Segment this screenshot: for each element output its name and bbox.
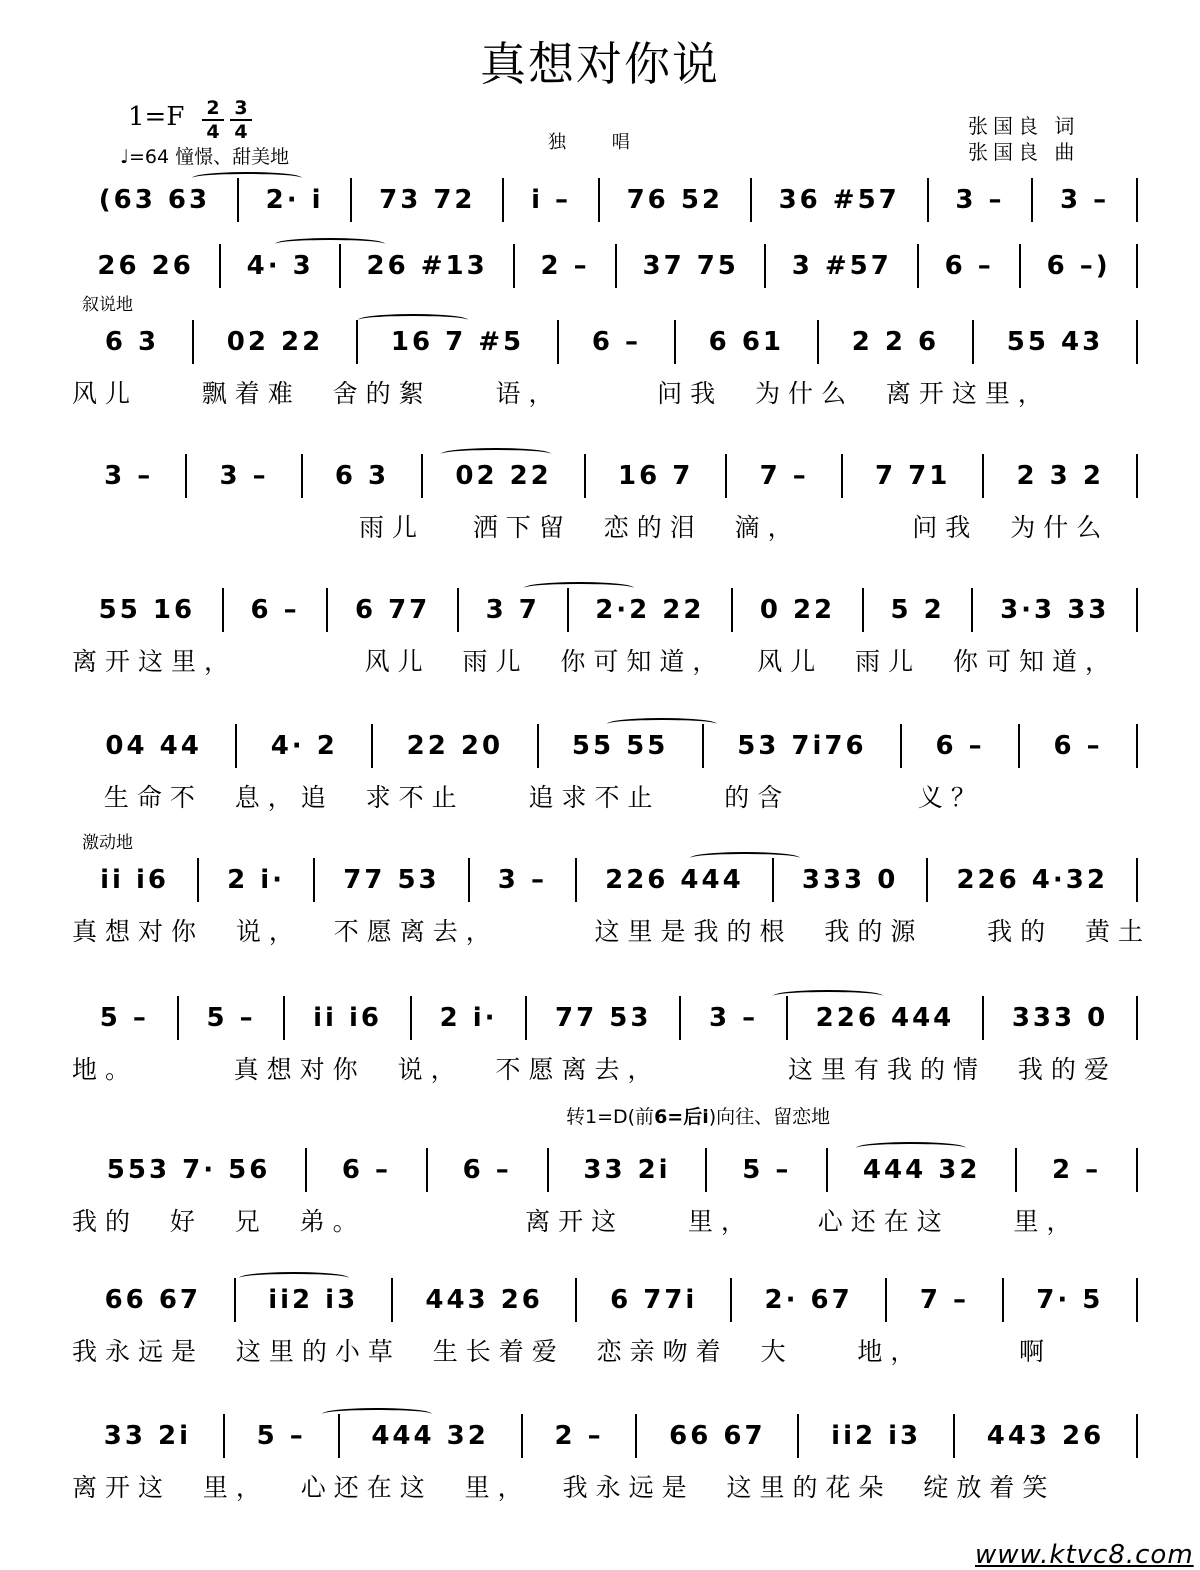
lyric-line: 雨儿 洒下留 恋的泪 滴， 问我 为什么 — [72, 513, 1110, 542]
measure: 6 – — [902, 724, 1020, 768]
measure: 77 53 — [315, 858, 470, 902]
measure: 4· 3 — [221, 244, 341, 288]
measure-strip — [72, 454, 1138, 498]
measure: ii i6 — [285, 996, 411, 1040]
expression-mark: 激动地 — [82, 833, 133, 853]
tempo-marking: ♩=64 憧憬、甜美地 — [120, 146, 290, 168]
time-signature-1 — [200, 98, 226, 142]
measure: 2 3 2 — [984, 454, 1138, 498]
measure: 55 16 — [72, 588, 224, 632]
measure: 444 32 — [340, 1414, 523, 1458]
lyric-line: 离开这里， 风儿 雨儿 你可知道， 风儿 雨儿 你可知道， — [72, 647, 1119, 676]
measure-strip — [72, 858, 1138, 902]
measure: 2·2 22 — [569, 588, 734, 632]
slur — [773, 990, 883, 1002]
measure: 5 – — [707, 1148, 828, 1192]
measure: 77 53 — [527, 996, 681, 1040]
measure: 16 7 #5 — [358, 320, 559, 364]
measure: 36 #57 — [752, 178, 929, 222]
measure: 2 – — [1017, 1148, 1138, 1192]
measure: 33 2i — [549, 1148, 708, 1192]
measure-strip — [72, 1414, 1138, 1458]
measure: 6 3 — [72, 320, 194, 364]
measure: 7 – — [887, 1278, 1003, 1322]
key-signature: 1=F — [128, 102, 185, 132]
measure: 6 77i — [577, 1278, 731, 1322]
slur — [607, 718, 717, 730]
measure: 2 – — [515, 244, 617, 288]
measure: 26 #13 — [341, 244, 515, 288]
measure: 2· 67 — [732, 1278, 887, 1322]
slur — [690, 852, 800, 864]
composer-credit: 张国良 曲 — [968, 140, 1080, 164]
modulation-marking — [566, 1102, 830, 1129]
measure: 6 – — [919, 244, 1021, 288]
measure-strip — [72, 996, 1138, 1040]
slur — [275, 238, 385, 250]
measure: 6 –) — [1021, 244, 1138, 288]
measure-strip — [72, 1278, 1138, 1322]
measure: 2 i· — [412, 996, 527, 1040]
measure: 2 i· — [199, 858, 315, 902]
ts1-top: 2 — [206, 97, 220, 119]
measure: 5 – — [179, 996, 286, 1040]
measure: 2· i — [239, 178, 352, 222]
measure-strip — [72, 178, 1138, 222]
measure: 22 20 — [373, 724, 538, 768]
measure: 66 67 — [637, 1414, 799, 1458]
measure: 333 0 — [774, 858, 929, 902]
measure-strip — [72, 588, 1138, 632]
measure: 6 – — [1020, 724, 1138, 768]
measure: 333 0 — [984, 996, 1138, 1040]
lyric-line: 地。 真想对你 说， 不愿离去， 这里有我的情 我的爱 — [72, 1055, 1117, 1084]
measure: ii i6 — [72, 858, 199, 902]
measure: 3 – — [681, 996, 788, 1040]
lyricist-credit: 张国良 词 — [968, 114, 1080, 138]
measure: 55 43 — [974, 320, 1138, 364]
measure: 76 52 — [600, 178, 752, 222]
slur — [856, 1142, 966, 1154]
modulation-suffix: )向往、留恋地 — [708, 1106, 831, 1128]
measure: 16 7 — [586, 454, 728, 498]
slur — [322, 1408, 432, 1420]
measure: 55 55 — [539, 724, 704, 768]
slur — [524, 582, 634, 594]
measure: 5 2 — [864, 588, 974, 632]
measure: i – — [504, 178, 600, 222]
lyric-line: 生命不 息，追 求不止 追求不止 的含 义？ — [72, 783, 984, 812]
measure: 2 – — [523, 1414, 638, 1458]
performance-type: 独 唱 — [548, 132, 650, 153]
slur — [239, 1272, 349, 1284]
measure: 3 #57 — [766, 244, 919, 288]
modulation-prefix: 转1=D(前 — [566, 1106, 655, 1128]
measure: 3 – — [470, 858, 577, 902]
lyric-line: 我永远是 这里的小草 生长着爱 恋亲吻着 大 地， 啊 — [72, 1337, 1053, 1366]
modulation-highlight: 6=后i — [654, 1106, 709, 1128]
measure: 226 4·32 — [928, 858, 1138, 902]
measure: 02 22 — [423, 454, 586, 498]
measure-strip — [72, 724, 1138, 768]
measure: 6 – — [307, 1148, 428, 1192]
measure: 2 2 6 — [819, 320, 974, 364]
measure: ii2 i3 — [799, 1414, 955, 1458]
expression-mark: 叙说地 — [82, 295, 133, 315]
lyric-line: 离开这 里， 心还在这 里， 我永远是 这里的花朵 绽放着笑 — [72, 1473, 1056, 1502]
measure: 6 – — [559, 320, 676, 364]
watermark: www.ktvc8.com — [975, 1540, 1194, 1570]
measure: 5 – — [225, 1414, 340, 1458]
measure: 6 77 — [328, 588, 459, 632]
measure-strip — [72, 1148, 1138, 1192]
lyric-line: 我的 好 兄 弟。 离开这 里， 心还在这 里， — [72, 1207, 1080, 1236]
measure: 6 – — [224, 588, 329, 632]
measure: 3·3 33 — [973, 588, 1138, 632]
measure: 6 61 — [676, 320, 819, 364]
slur — [358, 314, 468, 326]
measure: 7· 5 — [1004, 1278, 1138, 1322]
measure: 6 3 — [303, 454, 423, 498]
song-title: 真想对你说 — [480, 37, 720, 91]
measure: 02 22 — [194, 320, 358, 364]
measure: 553 7· 56 — [72, 1148, 307, 1192]
measure: 226 444 — [788, 996, 984, 1040]
lyric-line: 真想对你 说， 不愿离去， 这里是我的根 我的源 我的 黄土 — [72, 917, 1152, 946]
measure: 66 67 — [72, 1278, 236, 1322]
measure: 26 26 — [72, 244, 221, 288]
measure: 3 – — [72, 454, 187, 498]
measure: 443 26 — [393, 1278, 578, 1322]
measure: 226 444 — [577, 858, 774, 902]
measure-strip — [72, 320, 1138, 364]
measure: 7 – — [727, 454, 842, 498]
measure: 3 – — [929, 178, 1034, 222]
measure: 33 2i — [72, 1414, 225, 1458]
measure: 04 44 — [72, 724, 237, 768]
measure: 5 – — [72, 996, 179, 1040]
measure: 444 32 — [828, 1148, 1017, 1192]
ts1-bottom: 4 — [206, 121, 220, 143]
slur — [441, 448, 551, 460]
measure: 6 – — [428, 1148, 549, 1192]
lyric-line: 风儿 飘着难 舍的絮 语， 问我 为什么 离开这里， — [72, 379, 1051, 408]
measure: 37 75 — [617, 244, 766, 288]
measure-strip — [72, 244, 1138, 288]
measure: 0 22 — [733, 588, 864, 632]
measure: 53 7i76 — [704, 724, 902, 768]
measure: 443 26 — [955, 1414, 1138, 1458]
measure: ii2 i3 — [236, 1278, 393, 1322]
ts2-top: 3 — [234, 97, 248, 119]
measure: 4· 2 — [237, 724, 373, 768]
measure: 3 – — [1033, 178, 1138, 222]
measure: 3 – — [187, 454, 302, 498]
time-signature-2 — [228, 98, 254, 142]
measure: 73 72 — [352, 178, 504, 222]
ts2-bottom: 4 — [234, 121, 248, 143]
measure: 3 7 — [459, 588, 569, 632]
measure: 7 71 — [843, 454, 985, 498]
measure: (63 63 — [72, 178, 239, 222]
slur — [192, 172, 302, 184]
